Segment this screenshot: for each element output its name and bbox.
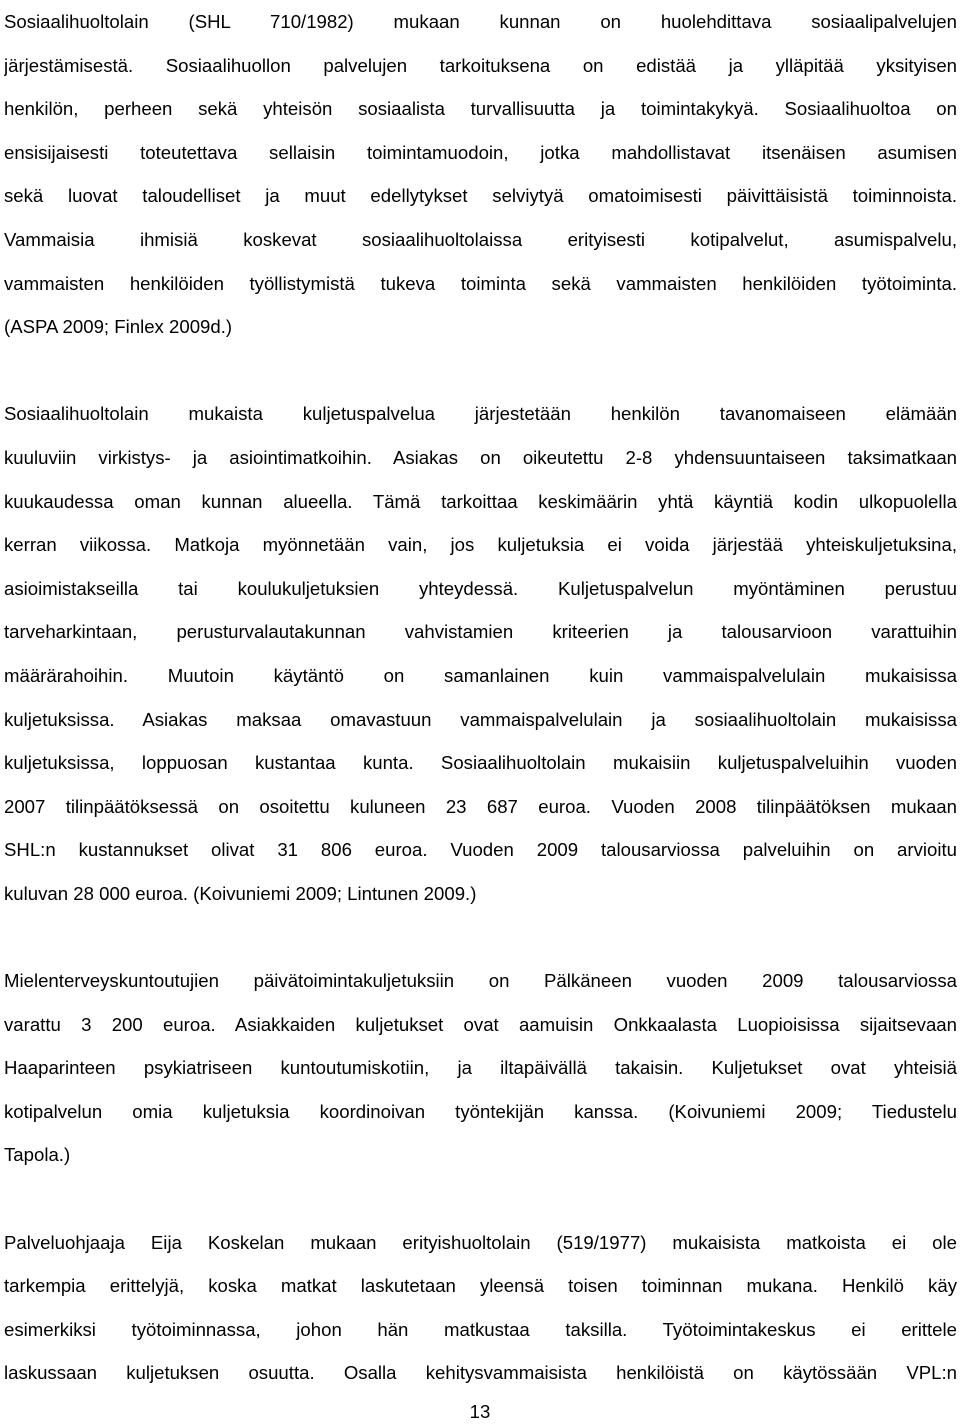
text-line: Sosiaalihuoltolain mukaista kuljetuspalvelua järjestetään henkilön tavanomaiseen elämään <box>4 403 957 425</box>
text-line: kerran viikossa. Matkoja myönnetään vain, jos kuljetuksia ei voida järjestää yhteiskuljetuksina, <box>4 534 957 556</box>
text-line: ensisijaisesti toteutettava sellaisin toimintamuodoin, jotka mahdollistavat itsenäisen asumisen <box>4 141 957 163</box>
text-line: Sosiaalihuoltolain (SHL 710/1982) mukaan kunnan on huolehdittava sosiaalipalvelujen <box>4 11 957 32</box>
text-line: kotipalvelun omia kuljetuksia koordinoivan työntekijän kanssa. (Koivuniemi 2009; Tiedustelu <box>4 1100 957 1122</box>
page-number: 13 <box>469 1401 491 1422</box>
text-line: määrärahoihin. Muutoin käytäntö on samanlainen kuin vammaispalvelulain mukaisissa <box>4 664 957 686</box>
text-line: Mielenterveyskuntoutujien päivätoimintakuljetuksiin on Pälkäneen vuoden 2009 talousarviossa <box>4 970 957 992</box>
text-line: SHL:n kustannukset olivat 31 806 euroa. Vuoden 2009 talousarviossa palveluihin on arvioitu <box>4 839 957 861</box>
text-line: Tapola.) <box>4 1144 71 1166</box>
text-line: kuuluviin virkistys- ja asiointimatkoihin. Asiakas on oikeutettu 2-8 yhdensuuntaiseen taksimatkaan <box>4 446 957 468</box>
text-line: asioimistakseilla tai koulukuljetuksien yhteydessä. Kuljetuspalvelun myöntäminen perustuu <box>4 577 957 599</box>
text-line: kuljetuksissa, loppuosan kustantaa kunta. Sosiaalihuoltolain mukaisiin kuljetuspalveluihin vuoden <box>4 752 957 774</box>
text-line: tarveharkintaan, perusturvalautakunnan vahvistamien kriteerien ja talousarvioon varattuihin <box>4 621 957 643</box>
text-line: Palveluohjaaja Eija Koskelan mukaan erityishuoltolain (519/1977) mukaisista matkoista ei ole <box>4 1231 957 1253</box>
text-line: järjestämisestä. Sosiaalihuollon palvelujen tarkoituksena on edistää ja ylläpitää yksityisen <box>4 54 957 76</box>
text-line: kuluvan 28 000 euroa. (Koivuniemi 2009; Lintunen 2009.) <box>4 882 477 904</box>
text-line: laskussaan kuljetuksen osuutta. Osalla kehitysvammaisista henkilöistä on käytössään VPL:n <box>4 1362 957 1384</box>
text-line: varattu 3 200 euroa. Asiakkaiden kuljetukset ovat aamuisin Onkkaalasta Luopioisissa sijaitsevaan <box>4 1013 957 1035</box>
paragraph <box>4 0 957 349</box>
text-line: kuljetuksissa. Asiakas maksaa omavastuun vammaispalvelulain ja sosiaalihuoltolain mukaisissa <box>4 708 957 730</box>
paragraph <box>4 1221 957 1395</box>
text-line: Vammaisia ihmisiä koskevat sosiaalihuoltolaissa erityisesti kotipalvelut, asumispalvelu, <box>4 228 957 250</box>
paragraph <box>4 392 957 915</box>
text-line: esimerkiksi työtoiminnassa, johon hän matkustaa taksilla. Työtoimintakeskus ei erittele <box>4 1318 957 1340</box>
paragraph-gap <box>4 915 957 959</box>
text-line: 2007 tilinpäätöksessä on osoitettu kuluneen 23 687 euroa. Vuoden 2008 tilinpäätöksen mukaan <box>4 795 957 817</box>
text-line: henkilön, perheen sekä yhteisön sosiaalista turvallisuutta ja toimintakykyä. Sosiaalihuoltoa on <box>4 98 957 120</box>
text-line: (ASPA 2009; Finlex 2009d.) <box>4 316 233 338</box>
text-line: kuukaudessa oman kunnan alueella. Tämä tarkoittaa keskimäärin yhtä käyntiä kodin ulkopuolella <box>4 490 957 512</box>
paragraph-gap <box>4 349 957 393</box>
text-line: tarkempia erittelyjä, koska matkat laskutetaan yleensä toisen toiminnan mukana. Henkilö käy <box>4 1275 957 1297</box>
text-line: Haaparinteen psykiatriseen kuntoutumiskotiin, ja iltapäivällä takaisin. Kuljetukset ovat yhteisiä <box>4 1057 957 1079</box>
paragraph <box>4 959 957 1177</box>
paragraph-gap <box>4 1177 957 1221</box>
text-line: sekä luovat taloudelliset ja muut edellytykset selviytyä omatoimisesti päivittäisistä toiminnoista. <box>4 185 957 207</box>
text-line: vammaisten henkilöiden työllistymistä tukeva toiminta sekä vammaisten henkilöiden työtoiminta. <box>4 272 957 294</box>
document-page <box>4 0 957 1395</box>
